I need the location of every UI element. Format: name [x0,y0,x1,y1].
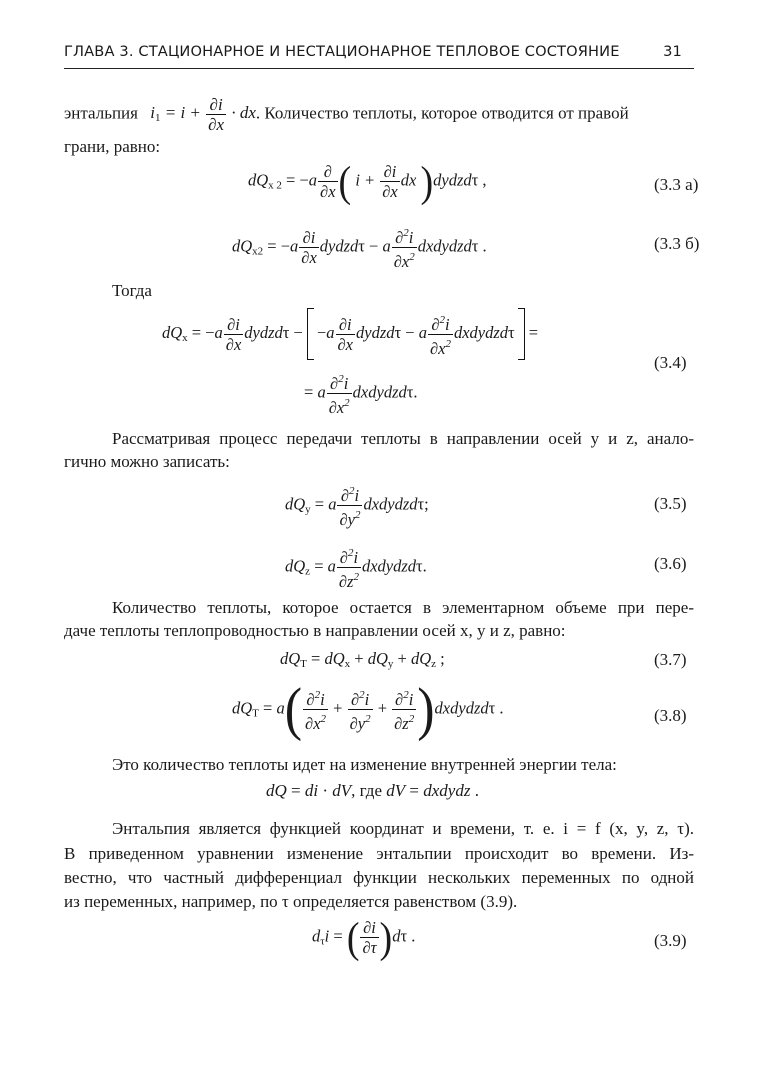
equation-number-3-7: (3.7) [654,650,687,669]
text-enthalpy-word: энтальпия [64,103,138,123]
equation-3-8: $dQ_T = a$( $\frac{\partial^2i}{\partial x^2}$ + $\frac{\partial^2i}{\partial y^2}$ + $\frac{\partial^2i}{\partial z^2}$ )dxdydzdτ . [232,676,504,742]
paragraph-enthalpy-function-l3: вестно, что частный дифференциал функции нескольких переменных по одной [64,868,694,887]
paragraph-enthalpy-function: Энтальпия является функцией координат и времени, т. е. i = f (x, y, z, τ). [112,819,694,838]
equation-3-3a: $dQ_{x 2} = -a$ $\frac{\partial}{\partial x}$ ( i + $\frac{\partial i}{\partial x}$ dx )dydzdτ , [248,157,487,206]
text-togda: Тогда [112,281,152,300]
paragraph-enthalpy [64,95,629,134]
text-gde: , где [351,781,382,800]
paragraph-remaining-heat: Количество теплоты, которое остается в элементарном объеме при пере- [112,598,694,617]
equation-number-3-4: (3.4) [654,353,687,372]
paragraph-y-z-directions: Рассматривая процесс передачи теплоты в направлении осей y и z, анало- [112,429,694,448]
paragraph-remaining-heat-cont: даче теплоты теплопроводностью в направлении осей x, y и z, равно: [64,621,566,640]
equation-number-3-9: (3.9) [654,931,687,950]
equation-3-3b: $dQ_{x2} = -a$ $\frac{\partial i}{\partial x}$ dydzdτ − a $\frac{\partial^2i}{\partial x^2}$ dxdydzdτ . [232,224,487,271]
equation-number-3-3a: (3.3 а) [654,175,699,194]
equation-number-3-3b: (3.3 б) [654,234,700,253]
paragraph-enthalpy-cont: грани, равно: [64,137,161,156]
equation-3-9: $d_\tau i$ = ( $\frac{\partial i}{\partial\tau}$ )dτ . [312,913,416,962]
equation-3-7: $dQ_T = dQ_x + dQ_y + dQ_z$ ; [280,649,445,670]
equation-3-4-line1: $dQ_x = -a$ $\frac{\partial i}{\partial x}$ dydzdτ − −a $\frac{\partial i}{\partial x}$ dydzdτ − a $\frac{\partial^2i}{\partial x^2}$ dxdydzdτ = [162,308,538,360]
page-number: 31 [663,43,682,60]
paragraph-internal-energy: Это количество теплоты идет на изменение внутренней энергии тела: [112,755,617,774]
equation-number-3-8: (3.8) [654,706,687,725]
equation-3-5: $dQ_y = a$ $\frac{\partial^2i}{\partial y^2}$ dxdydzdτ; [285,482,429,529]
formula-i1: $i_1 = i$ + $\frac{\partial i}{\partial x}$ · dx [150,95,256,134]
equation-number-3-5: (3.5) [654,494,687,513]
equation-3-4-line2: = a $\frac{\partial^2i}{\partial x^2}$ dxdydzdτ. [304,370,418,417]
paragraph-enthalpy-function-l4: из переменных, например, по τ определяется равенством (3.9). [64,892,518,911]
equation-number-3-6: (3.6) [654,554,687,573]
paragraph-enthalpy-function-l2: В приведенном уравнении изменение энтальпии происходит во времени. Из- [64,844,694,863]
page-header [64,38,694,69]
equation-3-6: $dQ_z = a$ $\frac{\partial^2i}{\partial z^2}$ dxdydzdτ. [285,544,427,591]
equation-dQ-didV: dQ = di · dV, где dV = dxdydz . [266,781,479,800]
paragraph-y-z-directions-cont: гично можно записать: [64,452,230,471]
chapter-title: ГЛАВА 3. СТАЦИОНАРНОЕ И НЕСТАЦИОНАРНОЕ ТЕПЛОВОЕ СОСТОЯНИЕ [64,43,620,60]
text-heat-removed: . Количество теплоты, которое отводится от правой [255,103,629,123]
